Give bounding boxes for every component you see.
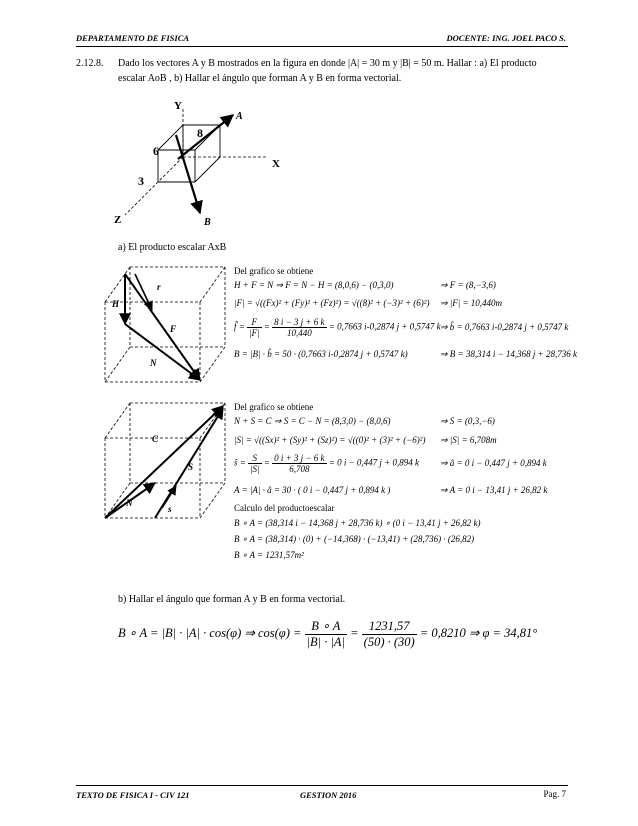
footer-rule	[76, 785, 568, 786]
vector-f-arrow	[125, 274, 200, 380]
block1-line1-result: ⇒ F = (8,−3,6)	[440, 280, 496, 290]
block1-line3	[234, 317, 441, 338]
dimension-8: 8	[197, 126, 203, 140]
block1-line3-result: ⇒ b̂ = 0,7663 i-0,2874 j + 0,5747 k	[440, 322, 569, 332]
block1-intro: Del grafico se obtiene	[234, 266, 314, 276]
block1-frac2-den: 10,440	[286, 328, 312, 338]
footer-left: TEXTO DE FISICA I - CIV 121	[76, 790, 190, 800]
block2-calc-line2: B ∘ A = (38,314) · (0) + (−14,368) · (−13,41) + (28,736) · (26,82)	[234, 534, 475, 544]
vector-c-arrow	[105, 406, 223, 518]
vector-n-arrow	[125, 324, 200, 380]
block2-line2-result: ⇒ |S| = 6,708m	[440, 435, 497, 445]
block1-line4-result: ⇒ B = 38,314 i − 14,368 j + 28,736 k	[440, 349, 578, 359]
part-b-eq-right: = 0,8210 ⇒ φ = 34,81°	[419, 625, 538, 640]
part-b-frac2-den: (50) · (30)	[363, 634, 415, 649]
label-n2: N	[126, 498, 133, 508]
block1-unit-result: = 0,7663 i-0,2874 j + 0,5747 k	[328, 321, 441, 332]
label-f: F	[170, 324, 177, 334]
block1-frac1-num: F	[247, 317, 261, 328]
block2-line1: N + S = C ⇒ S = C − N = (8,3,0) − (8,0,6)	[234, 416, 391, 426]
footer-page-number: Pag. 7	[543, 789, 566, 799]
vector-b-arrow	[176, 135, 200, 213]
part-b-eq-mid: =	[350, 625, 359, 640]
label-c: C	[152, 434, 159, 444]
block1-line2-result: ⇒ |F| = 10,440m	[440, 298, 503, 308]
vector-a-arrow	[178, 115, 233, 159]
block1-frac1-den: |F|	[249, 328, 260, 338]
block2-intro: Del grafico se obtiene	[234, 402, 314, 412]
block2-line1-result: ⇒ S = (0,3,−6)	[440, 416, 495, 426]
part-b-eq-left: B ∘ A = |B| · |A| · cos(φ) ⇒ cos(φ) =	[118, 625, 302, 640]
header-right: DOCENTE: ING. JOEL PACO S.	[446, 33, 566, 43]
block2-unit-lhs: ŝ =	[234, 457, 246, 468]
block2-calc-line1: B ∘ A = (38,314 i − 14,368 j + 28,736 k) ∘ (0 i − 13,41 j + 26,82 k)	[234, 518, 481, 528]
label-n: N	[150, 358, 157, 368]
vector-a-label: A	[236, 111, 243, 122]
block2-line4: A = |A| · â = 30 · ( 0 i − 0,447 j + 0,894 k )	[234, 485, 391, 495]
part-b-frac1-den: |B| · |A|	[306, 635, 345, 649]
part-b-frac2-num: 1231,57	[362, 619, 417, 635]
block2-frac1-den: |S|	[250, 464, 260, 474]
block2-line2: |S| = √((Sx)² + (Sy)² + (Sz)²) = √((0)² + (3)² + (−6)²)	[234, 435, 426, 445]
part-b-equation	[118, 618, 537, 650]
z-axis-line	[125, 157, 183, 215]
figure-vectors-cube	[100, 95, 300, 235]
block2-line4-result: ⇒ A = 0 i − 13,41 j + 26,82 k	[440, 485, 548, 495]
part-b-title: b) Hallar el ángulo que forman A y B en forma vectorial.	[118, 594, 346, 605]
block1-frac2-num: 8 i − 3 j + 6 k	[274, 317, 325, 327]
label-h: H	[112, 299, 120, 309]
block2-frac1-num: S	[248, 453, 261, 464]
figure-box-c-s-n	[100, 398, 235, 528]
label-r: r	[157, 282, 161, 292]
block2-eq: =	[263, 457, 270, 468]
y-axis-label: Y	[174, 100, 182, 112]
block2-calc-line3: B ∘ A = 1231,57m²	[234, 550, 304, 560]
block1-eq: =	[263, 321, 270, 332]
block2-calc-title: Calculo del productoescalar	[234, 503, 335, 513]
block2-unit-result: = 0 i − 0,447 j + 0,894 k	[328, 457, 419, 468]
block1-unit-lhs: f̂ =	[234, 321, 245, 332]
problem-line-2: escalar AoB , b) Hallar el ángulo que forman A y B en forma vectorial.	[118, 73, 402, 84]
part-b-frac1-num: B ∘ A	[305, 618, 347, 635]
z-axis-label: Z	[114, 214, 122, 226]
label-s: S	[188, 462, 194, 472]
block2-frac2-den: 6,708	[289, 464, 310, 474]
block2-line3-result: ⇒ â = 0 i − 0,447 j + 0,894 k	[440, 458, 547, 468]
problem-line-1: Dado los vectores A y B mostrados en la figura en donde |A| = 30 m y |B| = 50 m. Hallar : a) El producto	[118, 58, 537, 69]
figure-box-h-f-n	[100, 262, 235, 392]
x-axis-label: X	[272, 158, 280, 170]
block1-line4: B = |B| · b̂ = 50 · (0,7663 i-0,2874 j + 0,5747 k)	[234, 349, 408, 359]
block1-line1: H + F = N ⇒ F = N − H = (8,0,6) − (0,3,0)	[234, 280, 394, 290]
block2-line3	[234, 453, 419, 474]
part-a-title: a) El producto escalar AxB	[118, 242, 227, 253]
header-left: DEPARTAMENTO DE FISICA	[76, 33, 190, 43]
dimension-3: 3	[138, 174, 144, 188]
dimension-6: 6	[153, 144, 159, 158]
vector-b-label: B	[204, 217, 211, 228]
problem-number: 2.12.8.	[76, 58, 104, 69]
label-unit-s: s	[168, 504, 172, 514]
block1-line2: |F| = √((Fx)² + (Fy)² + (Fz)²) = √((8)² + (−3)² + (6)²)	[234, 298, 430, 308]
block2-frac2-num: 0 i + 3 j − 6 k	[274, 453, 325, 463]
header-rule	[76, 46, 568, 47]
footer-center: GESTION 2016	[300, 790, 357, 800]
